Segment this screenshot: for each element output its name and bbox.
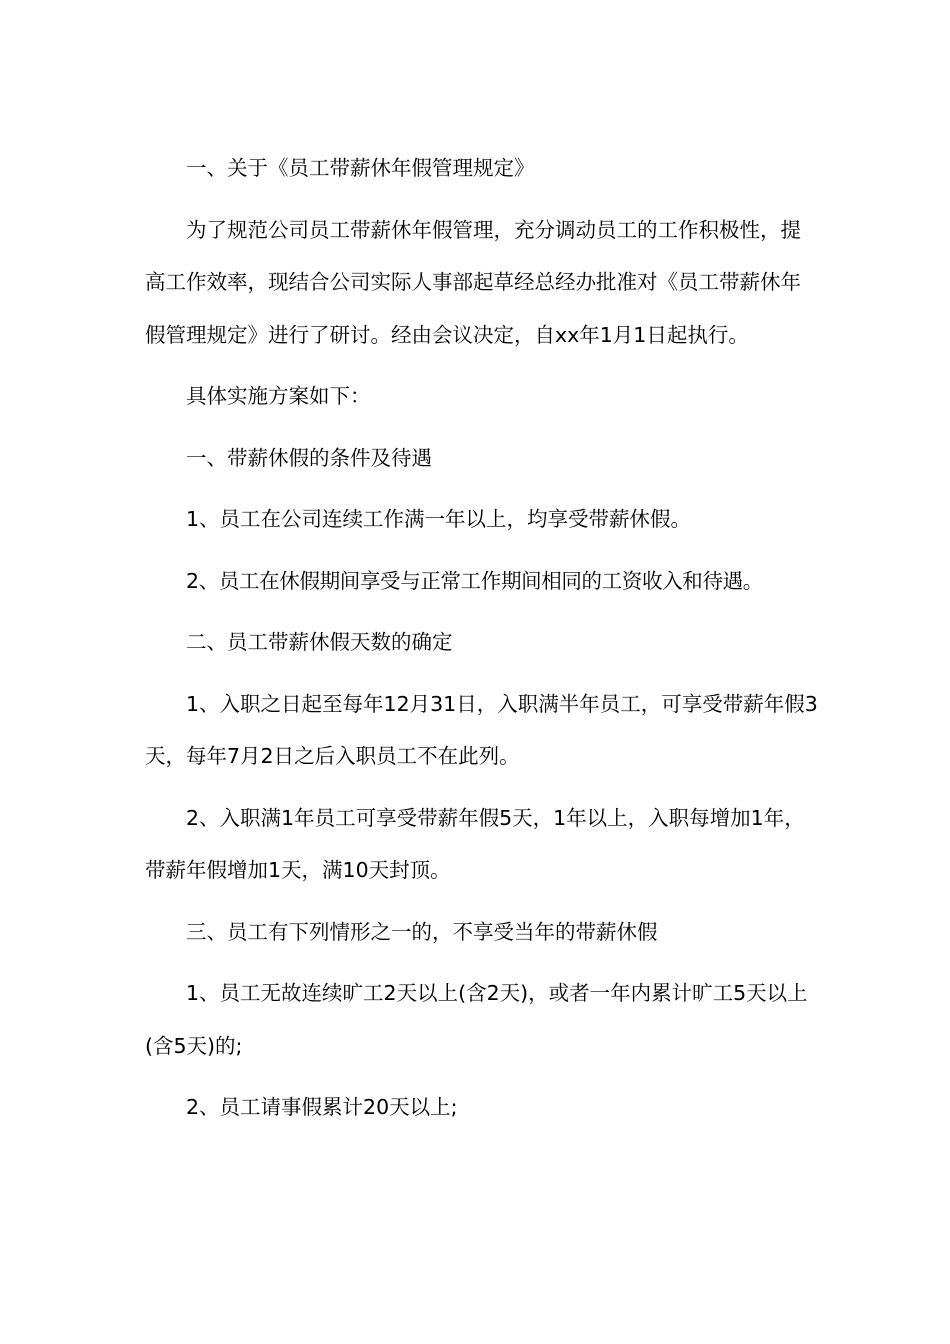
list-item-condition-2: 2、员工在休假期间享受与正常工作期间相同的工资收入和待遇。 xyxy=(186,568,763,593)
paragraph-intro: 为了规范公司员工带薪休年假管理，充分调动员工的工作积极性，提高工作效率，现结合公司实际人事部起草经总经办批准对《员工带薪休年假管理规定》进行了研讨。经由会议决定，自xx年1月1日起执行。 xyxy=(145,217,801,347)
document-body xyxy=(145,142,820,1143)
list-item-exclusion-2: 2、员工请事假累计20天以上; xyxy=(186,1095,458,1119)
section-heading-exclusions: 三、员工有下列情形之一的，不享受当年的带薪休假 xyxy=(186,919,658,944)
section-heading-policy: 一、关于《员工带薪休年假管理规定》 xyxy=(186,156,535,180)
section-heading-days: 二、员工带薪休假天数的确定 xyxy=(186,630,453,654)
list-item-days-2: 2、入职满1年员工可享受带薪年假5天，1年以上，入职每增加1年，带薪年假增加1天，满10天封顶。 xyxy=(145,805,805,882)
section-heading-conditions: 一、带薪休假的条件及待遇 xyxy=(186,445,432,470)
list-item-condition-1: 1、员工在公司连续工作满一年以上，均享受带薪休假。 xyxy=(186,507,692,531)
list-item-days-1: 1、入职之日起至每年12月31日，入职满半年员工，可享受带薪年假3天，每年7月2日之后入职员工不在此列。 xyxy=(145,691,818,768)
paragraph-plan-lead: 具体实施方案如下： xyxy=(186,384,371,408)
list-item-exclusion-1: 1、员工无故连续旷工2天以上(含2天)，或者一年内累计旷工5天以上(含5天)的; xyxy=(145,981,808,1058)
